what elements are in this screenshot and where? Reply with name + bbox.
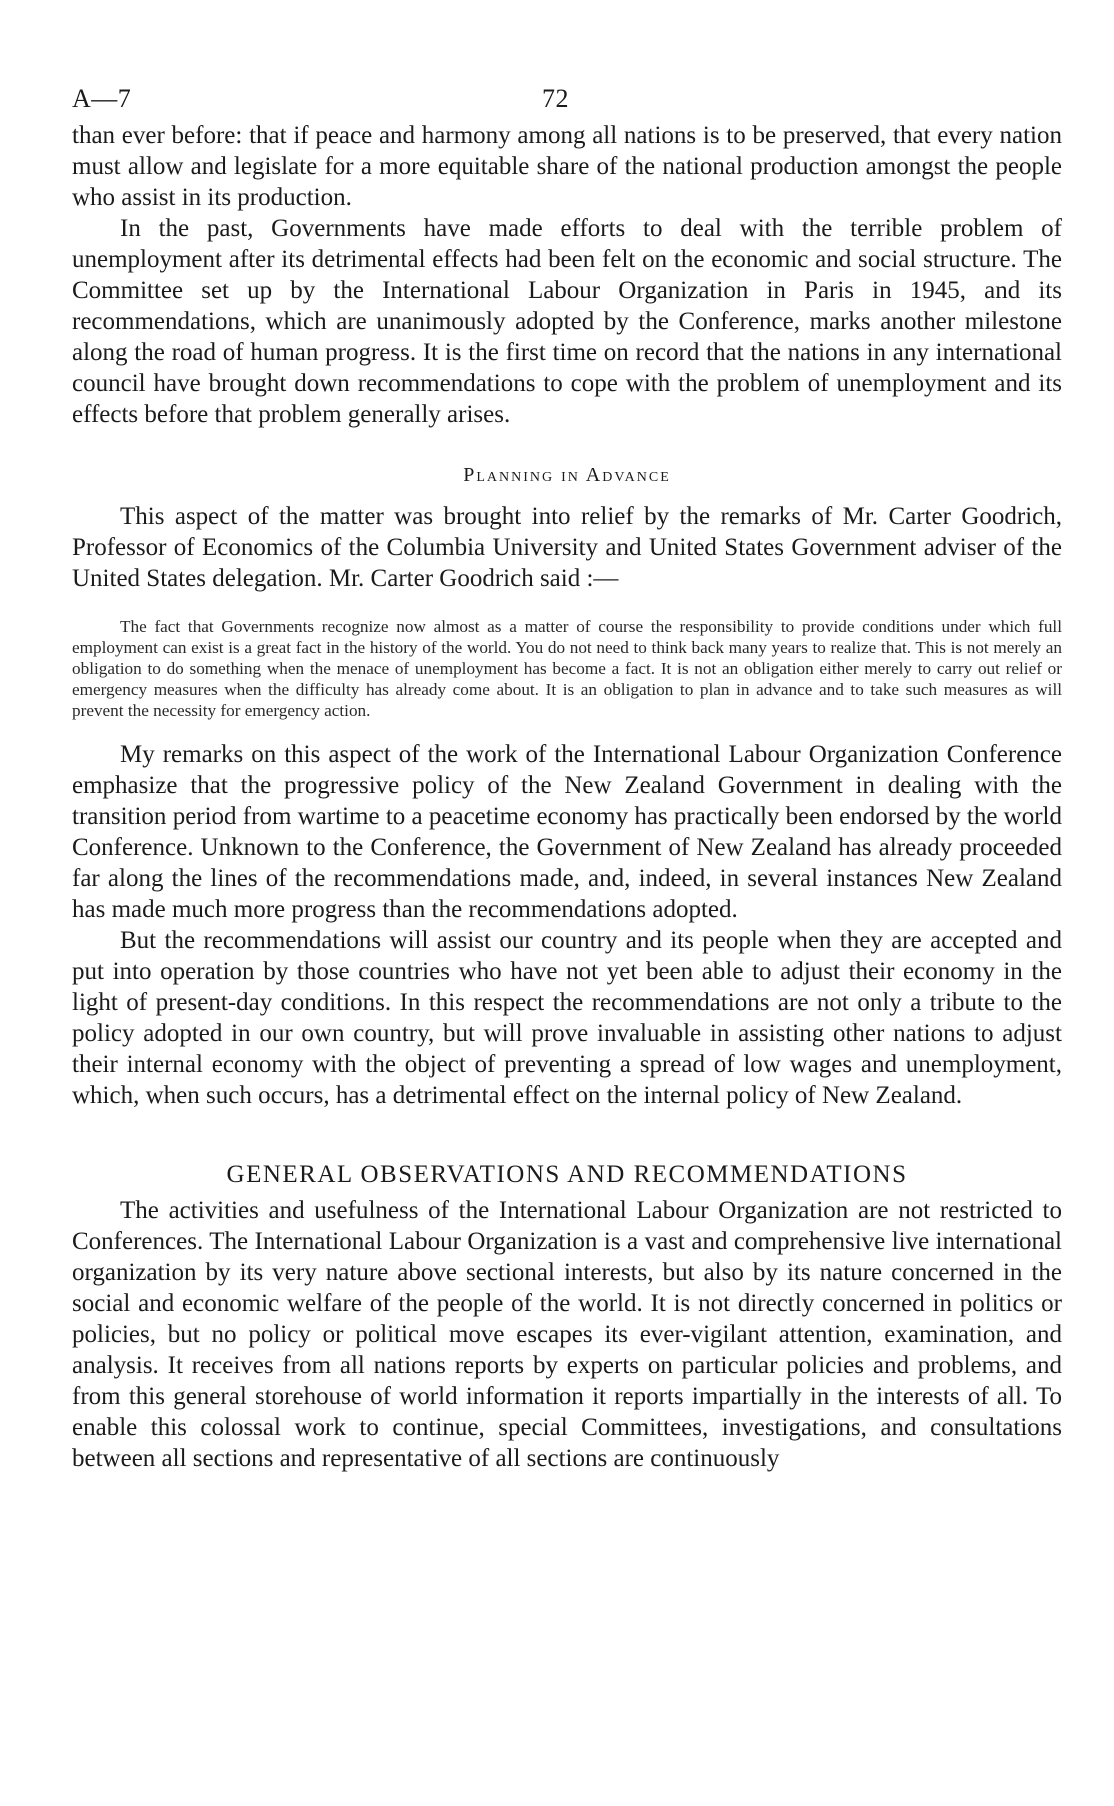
block-quote-goodrich: The fact that Governments recognize now almost as a matter of course the responsibility to provide conditions under which full employment can exist is a great fact in the history of the world. You do not need to think back many years to realize that. This is not merely an obligation to do something when the menace of unemployment has become a fact. It is not an obligation either merely to carry out relief or emergency measures when the difficulty has already come about. It is an obligation to plan in advance and to take such measures as will prevent the necessity for emergency action. <box>72 617 1062 720</box>
paragraph-recommendations: But the recommendations will assist our country and its people when they are accepted and put into operation by those countries who have not yet been able to adjust their economy in the light of present-day conditions. In this respect the recommendations are not only a tribute to the policy adopted in our own country, but will prove invaluable in assisting other nations to adjust their internal economy with the object of preventing a spread of low wages and unemployment, which, when such occurs, has a detrimental effect on the internal policy of New Zealand. <box>72 927 1062 1109</box>
page-header <box>72 80 1062 120</box>
section-heading-planning: Planning in Advance <box>463 464 671 486</box>
paragraph-activities: The activities and usefulness of the International Labour Organization are not restricted to Conferences. The International Labour Organization is a vast and comprehensive live international organization by its very nature above sectional interests, but also by its nature concerned in the social and economic welfare of the people of the world. It is not directly concerned in politics or policies, but no policy or political move escapes its ever-vigilant attention, examination, and analysis. It receives from all nations reports by experts on particular policies and problems, and from this general storehouse of world information it reports impartially in the interests of all. To enable this colossal work to continue, special Committees, investigations, and consultations between all sections and representative of all sections are continuously <box>72 1197 1062 1472</box>
paragraph-remarks: My remarks on this aspect of the work of the International Labour Organization Conference emphasize that the progressive policy of the New Zealand Government in dealing with the transition period from wartime to a peacetime economy has practically been endorsed by the world Conference. Unknown to the Conference, the Government of New Zealand has already proceeded far along the lines of the recommendations made, and, indeed, in several instances New Zealand has made much more progress than the recommendations adopted. <box>72 741 1062 923</box>
paragraph-unemployment: In the past, Governments have made efforts to deal with the terrible problem of unemployment after its detrimental effects had been felt on the economic and social structure. The Committee set up by the International Labour Organization in Paris in 1945, and its recommendations, which are unanimously adopted by the Conference, marks another milestone along the road of human progress. It is the first time on record that the nations in any international council have brought down recommendations to cope with the problem of unemployment and its effects before that problem generally arises. <box>72 215 1062 428</box>
paragraph-goodrich-intro: This aspect of the matter was brought into relief by the remarks of Mr. Carter Goodrich, Professor of Economics of the Columbia University and United States Government adviser of the United States delegation. Mr. Carter Goodrich said :— <box>72 503 1062 592</box>
page-number: 72 <box>542 84 569 113</box>
document-reference: A—7 <box>72 84 132 113</box>
paragraph-continuation: than ever before: that if peace and harmony among all nations is to be preserved, that every nation must allow and legislate for a more equitable share of the national production amongst the people who assist in its production. <box>72 122 1062 211</box>
section-heading-general-observations: GENERAL OBSERVATIONS AND RECOMMENDATIONS <box>226 1161 908 1188</box>
document-page <box>72 80 1062 1474</box>
